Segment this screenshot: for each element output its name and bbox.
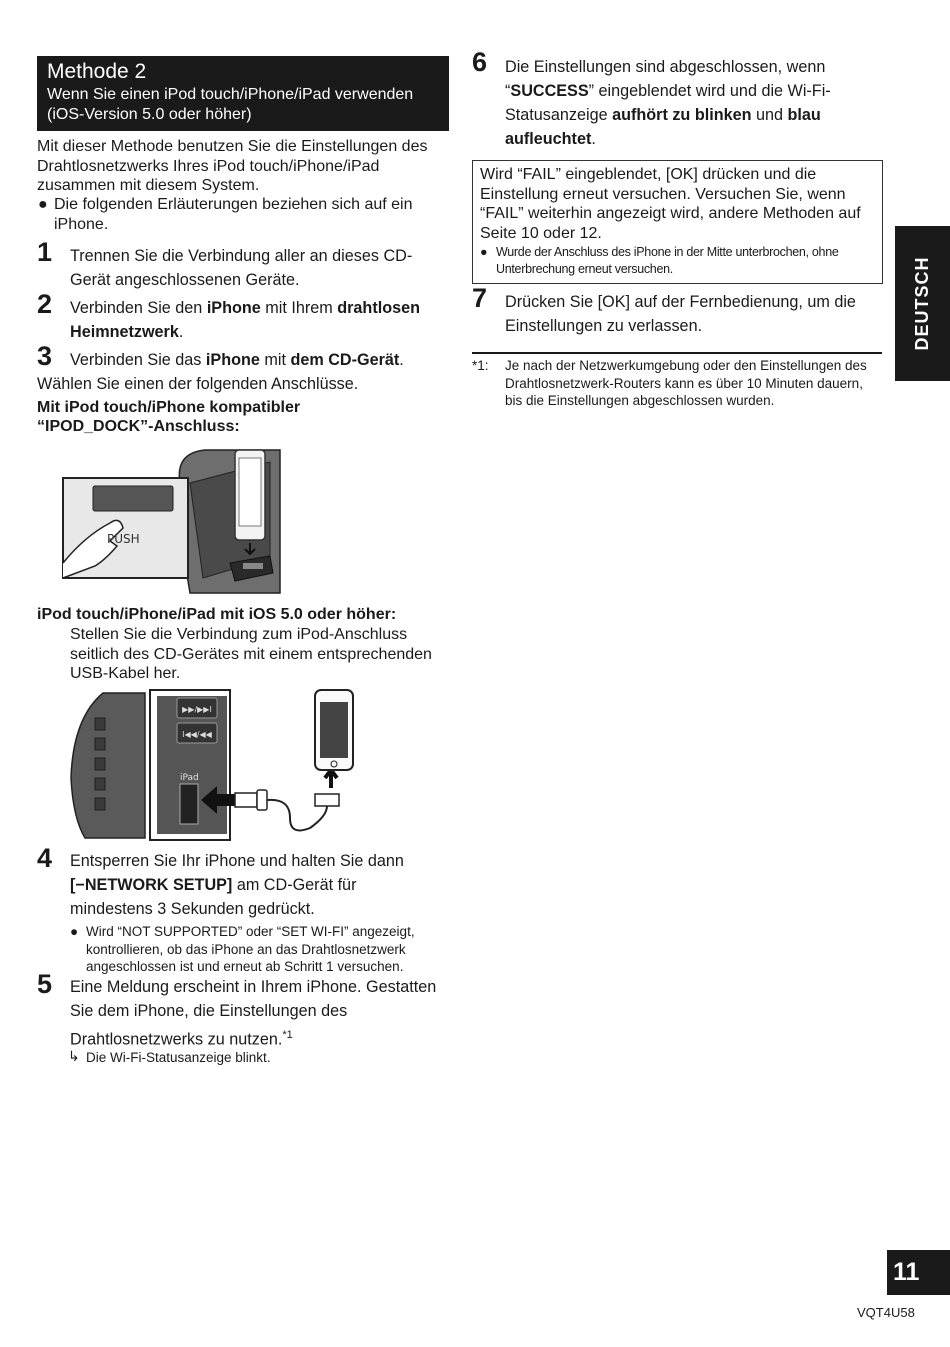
step-7-text: Drücken Sie [OK] auf der Fernbedienung, um die Einstellungen zu verlassen. <box>505 293 856 335</box>
footnote-text: Je nach der Netzwerkumgebung oder den Einstellungen des Drahtlosnetzwerk-Routers kann es über 10 Minuten dauern, bis die Einstellungen abgeschlossen wurden. <box>505 358 867 408</box>
section-header <box>37 56 449 131</box>
step-2-text: Verbinden Sie den iPhone mit Ihrem drahtlosen Heimnetzwerk. <box>70 299 420 341</box>
footnote-divider <box>472 352 882 354</box>
step-4-note: Wird “NOT SUPPORTED” oder “SET WI-FI” angezeigt, kontrollieren, ob das iPhone an das Drahtlosnetzwerk angeschlossen ist und erneut ab Schritt 1 versuchen. <box>86 924 415 974</box>
step-2-number: 2 <box>37 289 53 319</box>
section-subtitle: Wenn Sie einen iPod touch/iPhone/iPad verwenden (iOS-Version 5.0 oder höher) <box>47 86 414 123</box>
step-5-number: 5 <box>37 969 53 999</box>
step-6-number: 6 <box>472 47 488 77</box>
bullet-icon: ● <box>480 245 488 259</box>
section-title: Methode 2 <box>47 60 147 83</box>
usb-connection-illustration <box>65 688 395 843</box>
dock-connection-illustration <box>55 448 285 598</box>
step-6-text: Die Einstellungen sind abgeschlossen, wenn “SUCCESS” eingeblendet wird und die Wi-Fi-Statusanzeige aufhört zu blinken und blau aufleuchtet. <box>505 58 831 148</box>
result-arrow-icon: ↳ <box>68 1048 80 1064</box>
intro-paragraph: Mit dieser Methode benutzen Sie die Einstellungen des Drahtlosnetzwerks Ihres iPod touch/iPhone/iPad zusammen mit diesem System. <box>37 138 428 194</box>
usb-text: Stellen Sie die Verbindung zum iPod-Anschluss seitlich des CD-Gerätes mit einem entsprechenden USB-Kabel her. <box>70 626 432 682</box>
step-5-text: Eine Meldung erscheint in Ihrem iPhone. Gestatten Sie dem iPhone, die Einstellungen des Drahtlosnetzwerks zu nutzen.$^{*1}$ <box>70 978 437 1049</box>
bullet-icon: ● <box>70 924 79 939</box>
language-tab-label: DEUTSCH <box>912 256 932 351</box>
language-tab <box>895 226 950 381</box>
step-3-text: Verbinden Sie das iPhone mit dem CD-Gerät. <box>70 351 404 369</box>
step-1-text: Trennen Sie die Verbindung aller an dieses CD-Gerät angeschlossenen Geräte. <box>70 247 413 289</box>
bullet-icon: ● <box>38 196 48 213</box>
fail-notice-text: Wird “FAIL” eingeblendet, [OK] drücken und die Einstellung erneut versuchen. Versuchen Sie, wenn “FAIL” weiterhin angezeigt wird, andere Methoden auf Seite 10 oder 12. <box>480 166 861 242</box>
step-4-number: 4 <box>37 843 53 873</box>
push-label: PUSH <box>107 532 140 546</box>
step-1-number: 1 <box>37 237 53 267</box>
step-3-subtext: Wählen Sie einen der folgenden Anschlüsse. <box>37 375 359 393</box>
step-3-number: 3 <box>37 341 53 371</box>
skip-forward-label: ▶▶/▶▶I <box>182 705 212 714</box>
step-4-text: Entsperren Sie Ihr iPhone und halten Sie dann [−NETWORK SETUP] am CD-Gerät für mindestens 3 Sekunden gedrückt. <box>70 852 404 918</box>
ipad-port-label: iPad <box>180 773 199 783</box>
skip-back-label: I◀◀/◀◀ <box>182 730 212 739</box>
model-code: VQT4U58 <box>857 1305 915 1320</box>
fail-notice-note: Wurde der Anschluss des iPhone in der Mitte unterbrochen, ohne Unterbrechung erneut versuchen. <box>496 245 839 276</box>
dock-heading: Mit iPod touch/iPhone kompatibler “IPOD_DOCK”-Anschluss: <box>37 399 301 435</box>
footnote-mark: *1: <box>472 358 489 373</box>
intro-note: Die folgenden Erläuterungen beziehen sich auf ein iPhone. <box>54 196 413 233</box>
fail-notice-box <box>472 160 883 284</box>
usb-heading: iPod touch/iPhone/iPad mit iOS 5.0 oder höher: <box>37 606 397 623</box>
step-5-result: Die Wi-Fi-Statusanzeige blinkt. <box>86 1050 271 1065</box>
step-7-number: 7 <box>472 283 488 313</box>
page-number: 11 <box>887 1250 950 1295</box>
